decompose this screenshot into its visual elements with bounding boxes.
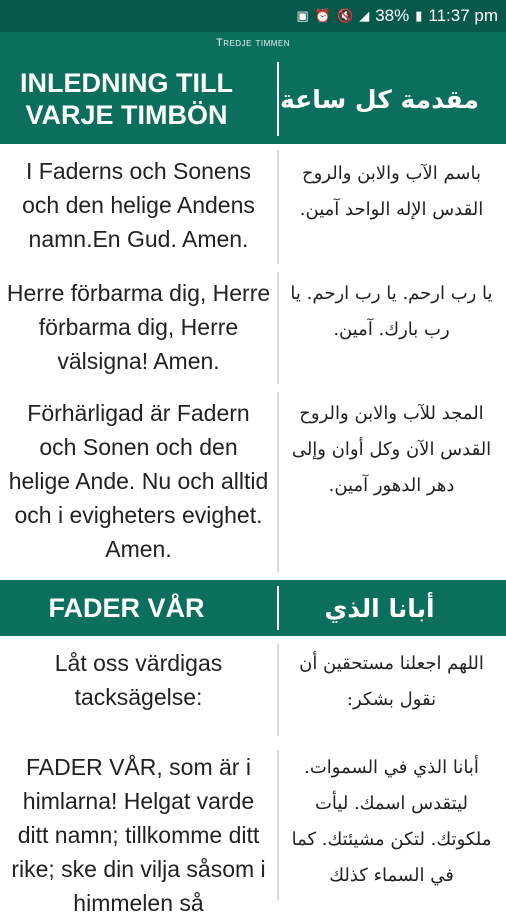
mute-icon: 🔇 — [337, 8, 354, 23]
section-header-our-father — [0, 580, 506, 636]
arabic-text: أبانا الذي في السموات. ليتقدس اسمك. ليأت ملكوتك. لتكن مشيئتك. كما في السماء كذلك — [291, 757, 492, 886]
arabic-text: المجد للآب والابن والروح القدس الآن وكل أوان وإلى دهر الدهور آمين. — [291, 403, 492, 496]
arabic-text: يا رب ارحم. يا رب ارحم. يا رب بارك. آمين. — [290, 283, 493, 340]
swedish-text: FADER VÅR, som är i himlarna! Helgat varde ditt namn; tillkomme ditt rike; ske din vilja såsom i himmelen så — [11, 754, 266, 916]
header-divider — [277, 62, 279, 136]
prayer-row — [0, 272, 506, 384]
prayer-row — [0, 150, 506, 264]
arabic-text: باسم الآب والابن والروح القدس الإله الواحد آمين. — [299, 163, 484, 220]
row-divider — [277, 150, 279, 264]
arabic-text: اللهم اجعلنا مستحقين أن نقول بشكر: — [299, 653, 484, 710]
row-divider — [277, 272, 279, 384]
section-title-arabic: أبانا الذي — [324, 593, 435, 623]
swedish-text: I Faderns och Sonens och den helige Andens namn.En Gud. Amen. — [22, 158, 255, 252]
header-divider — [277, 586, 279, 630]
row-divider — [277, 750, 279, 900]
app-title-bar — [0, 32, 506, 54]
status-bar — [0, 0, 506, 32]
battery-text: 38% — [375, 6, 410, 25]
section-header-introduction — [0, 54, 506, 144]
clock: 11:37 pm — [428, 6, 498, 25]
section-title-arabic: مقدمة كل ساعة — [279, 84, 480, 114]
row-divider — [277, 644, 279, 736]
row-divider — [277, 392, 279, 572]
prayer-row — [0, 644, 506, 736]
swedish-text: Herre förbarma dig, Herre förbarma dig, Herre välsigna! Amen. — [6, 280, 271, 374]
swedish-text: Låt oss värdigas tacksägelse: — [54, 650, 223, 710]
signal-icon: ◢ — [359, 8, 370, 23]
alarm-icon: ⏰ — [314, 8, 331, 23]
page-title: Tredje timmen — [215, 37, 291, 49]
section-title-swedish: FADER VÅR — [48, 593, 205, 623]
prayer-row — [0, 750, 506, 916]
prayer-row — [0, 392, 506, 572]
section-title-swedish: INLEDNING TILL VARJE TIMBÖN — [20, 68, 233, 130]
battery-icon: ▮ — [415, 8, 423, 23]
screenshot-icon: ▣ — [296, 8, 309, 23]
swedish-text: Förhärligad är Fadern och Sonen och den helige Ande. Nu och alltid och i evigheters evighet. Amen. — [8, 400, 269, 562]
